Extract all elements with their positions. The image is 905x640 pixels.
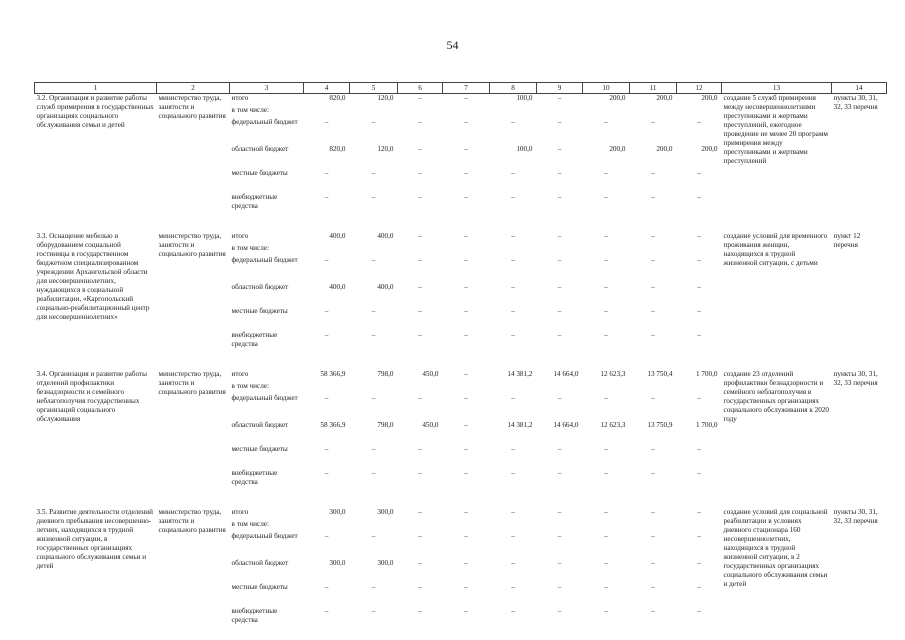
column-header: 5 <box>350 83 398 94</box>
amount-cell: – <box>604 168 608 177</box>
amount-cell: 300,0 <box>377 558 394 567</box>
executor: министерство труда, занятости и социального развития <box>158 369 226 396</box>
amount-cell: – <box>697 192 701 201</box>
amount-cell <box>537 382 583 394</box>
amount-cell: 300,0 <box>329 558 346 567</box>
funding-source-label: внебюджетные средства <box>231 192 278 210</box>
amount-cell: – <box>557 231 562 240</box>
spacer-cell <box>35 218 887 232</box>
section-spacer <box>35 494 887 508</box>
executor: министерство труда, занятости и социального развития <box>158 231 226 258</box>
amount-cell <box>304 106 350 118</box>
amount-cell: – <box>604 255 608 264</box>
amount-cell: – <box>604 192 608 201</box>
amount-cell: – <box>464 144 468 153</box>
amount-cell: – <box>604 507 608 516</box>
amount-cell: 200,0 <box>656 144 673 153</box>
amount-cell: – <box>557 531 562 540</box>
amount-cell: 120,0 <box>377 94 394 102</box>
amount-cell: – <box>511 558 515 567</box>
amount-cell: 450,0 <box>422 420 439 429</box>
amount-cell: 14 664,0 <box>553 369 579 378</box>
amount-cell: – <box>371 168 376 177</box>
amount-cell <box>490 106 537 118</box>
amount-cell <box>677 106 722 118</box>
amount-cell <box>398 106 443 118</box>
amount-cell: – <box>371 117 376 126</box>
table-body <box>35 94 887 632</box>
funding-source-label: в том числе: <box>231 381 269 390</box>
amount-cell: – <box>371 444 376 453</box>
column-header: 8 <box>490 83 537 94</box>
amount-cell: – <box>324 255 329 264</box>
amount-cell: 58 366,9 <box>320 420 346 429</box>
amount-cell: 300,0 <box>329 507 346 516</box>
amount-cell <box>443 520 490 532</box>
amount-cell: – <box>511 393 515 402</box>
amount-cell: – <box>604 306 608 315</box>
amount-cell: – <box>418 168 422 177</box>
amount-cell: – <box>511 582 515 591</box>
amount-cell: – <box>324 117 329 126</box>
amount-cell: – <box>418 94 422 102</box>
amount-cell: 200,0 <box>656 94 673 102</box>
funding-source-label: федеральный бюджет <box>231 117 298 126</box>
amount-cell: – <box>697 282 701 291</box>
activity-title: 3.2. Организация и развитие работы служб примирения в государственных организациях социального обслуживания семьи и детей <box>36 94 154 129</box>
section-spacer <box>35 218 887 232</box>
amount-cell: – <box>371 306 376 315</box>
amount-cell: – <box>464 468 468 477</box>
amount-cell <box>398 244 443 256</box>
column-header: 14 <box>832 83 887 94</box>
amount-cell: 13 750,4 <box>647 369 673 378</box>
amount-cell: – <box>464 168 468 177</box>
amount-cell: 450,0 <box>422 369 439 378</box>
amount-cell: 798,0 <box>377 420 394 429</box>
amount-cell <box>630 244 677 256</box>
funding-source-label: итого <box>231 369 249 378</box>
funding-source-label: местные бюджеты <box>231 582 288 591</box>
funding-source-label: федеральный бюджет <box>231 531 298 540</box>
amount-cell: – <box>557 282 562 291</box>
amount-cell <box>537 244 583 256</box>
amount-cell: – <box>604 468 608 477</box>
amount-cell: – <box>557 330 562 339</box>
amount-cell: – <box>557 468 562 477</box>
amount-cell: – <box>557 306 562 315</box>
amount-cell: – <box>371 330 376 339</box>
funding-source-label: местные бюджеты <box>231 168 288 177</box>
amount-cell <box>490 520 537 532</box>
amount-cell: 14 381,2 <box>507 420 533 429</box>
column-header: 7 <box>443 83 490 94</box>
amount-cell: – <box>324 531 329 540</box>
amount-cell: 400,0 <box>377 231 394 240</box>
amount-cell: – <box>464 582 468 591</box>
amount-cell <box>490 382 537 394</box>
column-header: 12 <box>677 83 722 94</box>
amount-cell: – <box>464 369 468 378</box>
amount-cell: – <box>651 168 655 177</box>
amount-cell <box>537 106 583 118</box>
amount-cell: 400,0 <box>329 231 346 240</box>
funding-source-label: внебюджетные средства <box>231 330 278 348</box>
amount-cell: – <box>418 582 422 591</box>
amount-cell: – <box>651 531 655 540</box>
amount-cell: – <box>418 144 422 153</box>
amount-cell: – <box>418 444 422 453</box>
amount-cell <box>350 244 398 256</box>
amount-cell: 798,0 <box>377 369 394 378</box>
amount-cell: – <box>324 306 329 315</box>
amount-cell <box>350 106 398 118</box>
column-header: 4 <box>304 83 350 94</box>
amount-cell <box>443 382 490 394</box>
expected-result: создание условий для социальной реабилитации в условиях дневного стационара 160 несовершеннолетних, находящихся в трудной жизненной ситуации, в 2 государственных организациях социального обслуживания семьи и детей <box>723 507 828 588</box>
activity-title: 3.3. Оснащение мебелью и оборудованием социальной гостиницы в государственном бюджетном специализированном учреждении Архангельской области для несовершеннолетних, нуждающихся в социальной реабилитации, «Каргопольский социально-реабилитационный центр для несовершеннолетних» <box>36 231 150 321</box>
amount-cell: 14 381,2 <box>507 369 533 378</box>
amount-cell: – <box>464 192 468 201</box>
activity-title: 3.4. Организация и развитие работы отделений профилактики безнадзорности и семейного неблагополучия государственных организаций социального обслуживания <box>36 369 147 423</box>
amount-cell: – <box>371 531 376 540</box>
column-number-row <box>35 83 887 94</box>
amount-cell: – <box>324 168 329 177</box>
executor: министерство труда, занятости и социального развития <box>158 507 226 534</box>
amount-cell <box>677 382 722 394</box>
amount-cell: – <box>324 330 329 339</box>
amount-cell: – <box>418 192 422 201</box>
expected-result: создание условий для временного проживания женщин, находящихся в трудной жизненной ситуации, с детьми <box>723 231 828 267</box>
amount-cell: 120,0 <box>377 144 394 153</box>
amount-cell: – <box>418 117 422 126</box>
amount-cell: – <box>604 606 608 615</box>
amount-cell: – <box>651 393 655 402</box>
amount-cell: – <box>604 582 608 591</box>
reference: пункты 30, 31, 32, 33 перечня <box>833 94 878 111</box>
amount-cell <box>443 106 490 118</box>
amount-cell: 820,0 <box>329 144 346 153</box>
table-row <box>35 370 887 382</box>
amount-cell: – <box>418 507 422 516</box>
amount-cell: – <box>697 558 701 567</box>
amount-cell: – <box>464 558 468 567</box>
amount-cell: – <box>557 558 562 567</box>
funding-source-label: в том числе: <box>231 105 269 114</box>
amount-cell: – <box>511 255 515 264</box>
amount-cell: – <box>371 255 376 264</box>
amount-cell: – <box>651 231 655 240</box>
amount-cell: – <box>324 582 329 591</box>
expected-result: создание 5 служб примирения между несовершеннолетними преступниками и жертвами преступлений, ежегодное проведение не менее 20 программ примирения между преступниками и жертвами преступлений <box>723 94 828 165</box>
amount-cell: – <box>324 468 329 477</box>
amount-cell: – <box>464 531 468 540</box>
column-header: 1 <box>35 83 157 94</box>
amount-cell: – <box>511 330 515 339</box>
amount-cell: – <box>418 468 422 477</box>
amount-cell: – <box>511 444 515 453</box>
amount-cell: 820,0 <box>329 94 346 102</box>
funding-source-label: федеральный бюджет <box>231 393 298 402</box>
amount-cell: 100,0 <box>516 144 533 153</box>
amount-cell: – <box>697 444 701 453</box>
amount-cell: 400,0 <box>377 282 394 291</box>
amount-cell <box>537 520 583 532</box>
amount-cell: – <box>557 168 562 177</box>
amount-cell <box>304 382 350 394</box>
funding-source-label: областной бюджет <box>231 144 289 153</box>
amount-cell: – <box>604 444 608 453</box>
amount-cell: – <box>324 444 329 453</box>
amount-cell: – <box>464 117 468 126</box>
amount-cell: – <box>651 507 655 516</box>
amount-cell: 58 366,9 <box>320 369 346 378</box>
amount-cell: – <box>371 393 376 402</box>
page-number: 54 <box>446 38 459 52</box>
amount-cell: – <box>418 306 422 315</box>
amount-cell: 200,0 <box>701 144 718 153</box>
amount-cell: – <box>557 144 562 153</box>
amount-cell: – <box>557 444 562 453</box>
amount-cell: – <box>464 606 468 615</box>
funding-source-label: местные бюджеты <box>231 444 288 453</box>
amount-cell <box>677 520 722 532</box>
amount-cell: – <box>464 330 468 339</box>
amount-cell <box>398 520 443 532</box>
amount-cell: – <box>464 393 468 402</box>
column-header: 2 <box>157 83 230 94</box>
funding-source-label: местные бюджеты <box>231 306 288 315</box>
expected-result: создание 23 отделений профилактики безнадзорности и семейного неблагополучия в государственных организациях социального обслуживания к 2020 году <box>723 369 829 423</box>
amount-cell: – <box>557 94 562 102</box>
amount-cell: – <box>511 168 515 177</box>
amount-cell <box>398 382 443 394</box>
amount-cell: – <box>464 444 468 453</box>
reference: пункты 30, 31, 32, 33 перечня <box>833 369 878 387</box>
amount-cell: – <box>604 558 608 567</box>
amount-cell: – <box>557 117 562 126</box>
amount-cell: – <box>697 255 701 264</box>
funding-source-label: итого <box>231 94 249 102</box>
amount-cell <box>677 244 722 256</box>
amount-cell: – <box>371 192 376 201</box>
column-header: 11 <box>630 83 677 94</box>
column-header: 9 <box>537 83 583 94</box>
amount-cell: – <box>697 231 701 240</box>
amount-cell: – <box>651 282 655 291</box>
amount-cell: – <box>651 330 655 339</box>
amount-cell: – <box>464 255 468 264</box>
amount-cell: – <box>418 282 422 291</box>
amount-cell: – <box>604 393 608 402</box>
column-header: 6 <box>398 83 443 94</box>
amount-cell <box>304 520 350 532</box>
amount-cell: – <box>418 330 422 339</box>
amount-cell: – <box>697 507 701 516</box>
funding-source-label: федеральный бюджет <box>231 255 298 264</box>
amount-cell: – <box>418 393 422 402</box>
funding-source-label: итого <box>231 231 249 240</box>
amount-cell: – <box>511 231 515 240</box>
amount-cell <box>350 520 398 532</box>
table-row <box>35 94 887 106</box>
amount-cell: – <box>604 330 608 339</box>
amount-cell: – <box>371 582 376 591</box>
spacer-cell <box>35 494 887 508</box>
amount-cell: – <box>511 117 515 126</box>
amount-cell: – <box>511 468 515 477</box>
amount-cell: – <box>324 192 329 201</box>
amount-cell <box>630 106 677 118</box>
funding-source-label: итого <box>231 507 249 516</box>
amount-cell: – <box>511 192 515 201</box>
amount-cell: – <box>651 606 655 615</box>
amount-cell: – <box>697 330 701 339</box>
amount-cell <box>583 382 630 394</box>
amount-cell: 14 664,0 <box>553 420 579 429</box>
amount-cell <box>490 244 537 256</box>
amount-cell: – <box>651 117 655 126</box>
funding-source-label: в том числе: <box>231 243 269 252</box>
amount-cell: 13 750,9 <box>647 420 673 429</box>
amount-cell <box>443 244 490 256</box>
amount-cell: 12 623,3 <box>600 369 626 378</box>
table-row <box>35 232 887 244</box>
amount-cell: – <box>464 507 468 516</box>
amount-cell: – <box>651 306 655 315</box>
amount-cell: – <box>557 606 562 615</box>
amount-cell: – <box>464 94 468 102</box>
amount-cell: – <box>651 468 655 477</box>
amount-cell: – <box>697 582 701 591</box>
amount-cell: – <box>324 393 329 402</box>
amount-cell: – <box>464 420 468 429</box>
amount-cell: 12 623,3 <box>600 420 626 429</box>
amount-cell: – <box>418 606 422 615</box>
amount-cell: – <box>511 606 515 615</box>
amount-cell: – <box>464 306 468 315</box>
amount-cell: – <box>511 507 515 516</box>
amount-cell <box>583 106 630 118</box>
amount-cell: – <box>418 531 422 540</box>
amount-cell: – <box>511 531 515 540</box>
amount-cell: – <box>651 558 655 567</box>
amount-cell: – <box>604 231 608 240</box>
table-row <box>35 508 887 520</box>
amount-cell: 200,0 <box>609 94 626 102</box>
spacer-cell <box>35 356 887 370</box>
amount-cell <box>583 244 630 256</box>
amount-cell: – <box>418 558 422 567</box>
amount-cell: 400,0 <box>329 282 346 291</box>
amount-cell: 1 700,0 <box>695 420 718 429</box>
amount-cell: – <box>418 255 422 264</box>
amount-cell <box>630 382 677 394</box>
amount-cell: – <box>697 531 701 540</box>
amount-cell <box>583 520 630 532</box>
amount-cell: – <box>371 606 376 615</box>
amount-cell <box>304 244 350 256</box>
funding-source-label: в том числе: <box>231 519 269 528</box>
amount-cell: – <box>371 468 376 477</box>
amount-cell: – <box>697 306 701 315</box>
amount-cell: – <box>697 168 701 177</box>
amount-cell: 300,0 <box>377 507 394 516</box>
amount-cell: – <box>464 282 468 291</box>
amount-cell: – <box>557 393 562 402</box>
amount-cell: – <box>557 507 562 516</box>
amount-cell: – <box>511 306 515 315</box>
amount-cell: – <box>651 444 655 453</box>
executor: министерство труда, занятости и социального развития <box>158 94 226 120</box>
amount-cell: – <box>604 531 608 540</box>
amount-cell: – <box>511 282 515 291</box>
amount-cell: – <box>604 282 608 291</box>
funding-source-label: областной бюджет <box>231 558 289 567</box>
amount-cell: – <box>697 393 701 402</box>
amount-cell: 200,0 <box>609 144 626 153</box>
amount-cell <box>350 382 398 394</box>
amount-cell: – <box>557 192 562 201</box>
amount-cell: – <box>651 255 655 264</box>
funding-source-label: внебюджетные средства <box>231 606 278 624</box>
amount-cell: – <box>697 468 701 477</box>
funding-source-label: областной бюджет <box>231 420 289 429</box>
column-header: 13 <box>722 83 832 94</box>
amount-cell: 100,0 <box>516 94 533 102</box>
amount-cell: – <box>697 606 701 615</box>
column-header: 3 <box>230 83 304 94</box>
funding-source-label: областной бюджет <box>231 282 289 291</box>
amount-cell: – <box>557 255 562 264</box>
amount-cell: – <box>324 606 329 615</box>
amount-cell <box>630 520 677 532</box>
amount-cell: – <box>557 582 562 591</box>
funding-source-label: внебюджетные средства <box>231 468 278 486</box>
reference: пункт 12 перечня <box>833 231 861 249</box>
amount-cell: – <box>651 192 655 201</box>
amount-cell: – <box>697 117 701 126</box>
program-table <box>34 82 887 632</box>
amount-cell: – <box>418 231 422 240</box>
amount-cell: – <box>651 582 655 591</box>
reference: пункты 30, 31, 32, 33 перечня <box>833 507 878 525</box>
section-spacer <box>35 356 887 370</box>
activity-title: 3.5. Развитие деятельности отделений дневного пребывания несовершенно-летних, находящихся в трудной жизненной ситуации, в государственных организациях социального обслуживания семьи и детей <box>36 507 153 570</box>
amount-cell: – <box>604 117 608 126</box>
amount-cell: – <box>464 231 468 240</box>
amount-cell: 200,0 <box>701 94 718 102</box>
column-header: 10 <box>583 83 630 94</box>
amount-cell: 1 700,0 <box>695 369 718 378</box>
